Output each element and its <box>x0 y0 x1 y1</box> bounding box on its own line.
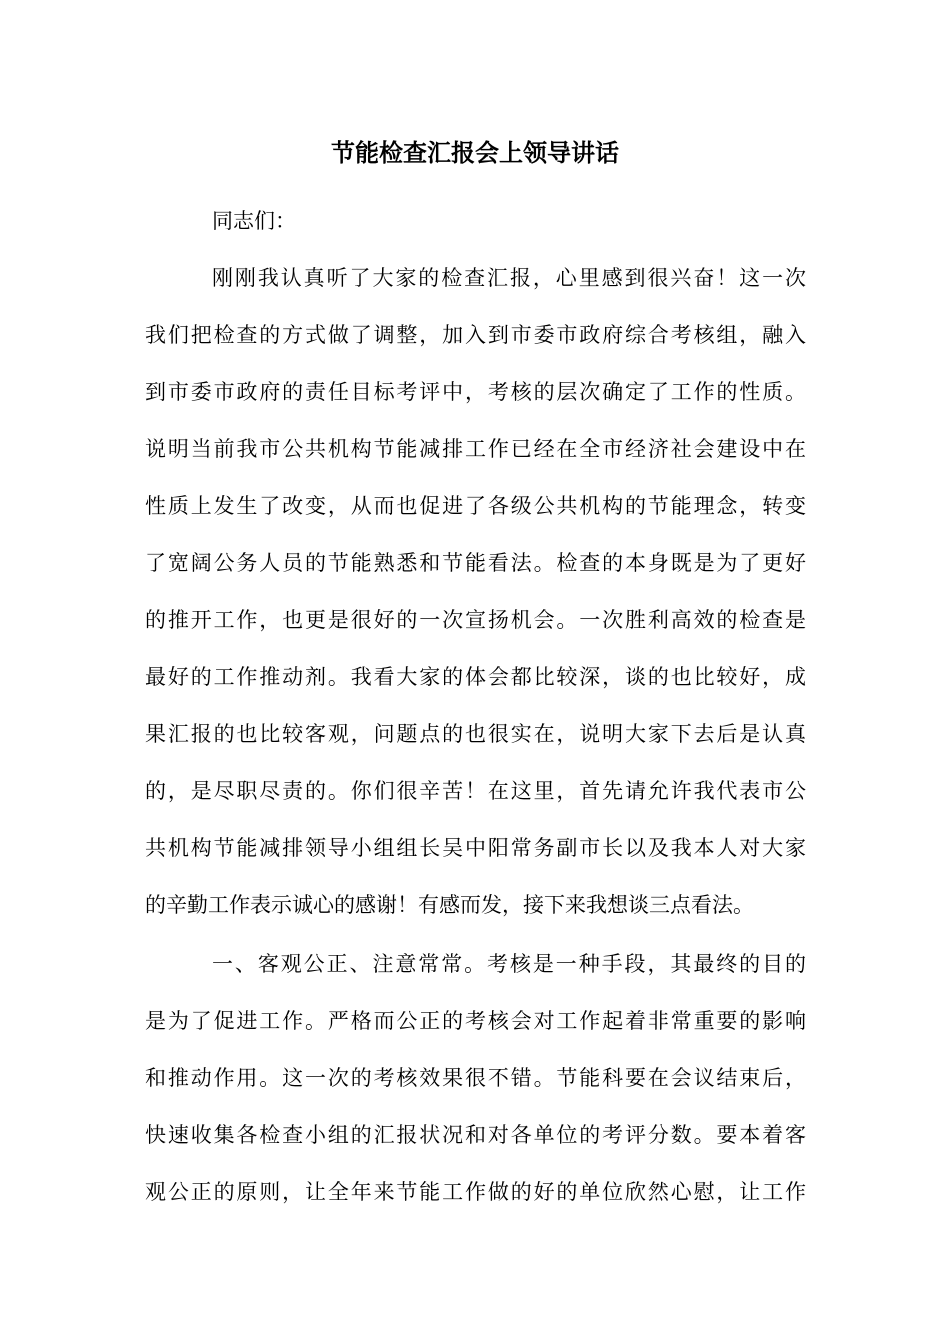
paragraph-line: 的辛勤工作表示诚心的感谢！有感而发，接下来我想谈三点看法。 <box>145 893 754 917</box>
paragraph-line: 我们把检查的方式做了调整，加入到市委市政府综合考核组，融入 <box>145 323 806 347</box>
paragraph-line: 性质上发生了改变，从而也促进了各级公共机构的节能理念，转变 <box>145 494 806 518</box>
paragraph-line: 的，是尽职尽责的。你们很辛苦！在这里，首先请允许我代表市公 <box>145 779 806 803</box>
paragraph-line: 共机构节能减排领导小组组长吴中阳常务副市长以及我本人对大家 <box>145 836 806 860</box>
paragraph-line: 是为了促进工作。严格而公正的考核会对工作起着非常重要的影响 <box>145 1009 806 1033</box>
paragraph-line: 说明当前我市公共机构节能减排工作已经在全市经济社会建设中在 <box>145 437 806 461</box>
paragraph-line: 的推开工作，也更是很好的一次宣扬机会。一次胜利高效的检查是 <box>145 608 806 632</box>
paragraph-line: 和推动作用。这一次的考核效果很不错。节能科要在会议结束后， <box>145 1066 806 1090</box>
paragraph-line: 观公正的原则，让全年来节能工作做的好的单位欣然心慰，让工作 <box>145 1180 806 1204</box>
document-title: 节能检查汇报会上领导讲话 <box>331 138 619 167</box>
paragraph-line: 最好的工作推动剂。我看大家的体会都比较深，谈的也比较好，成 <box>145 665 806 689</box>
paragraph-line: 刚刚我认真听了大家的检查汇报，心里感到很兴奋！这一次 <box>212 266 806 290</box>
paragraph-line: 果汇报的也比较客观，问题点的也很实在，说明大家下去后是认真 <box>145 722 806 746</box>
paragraph-line: 快速收集各检查小组的汇报状况和对各单位的考评分数。要本着客 <box>145 1123 806 1147</box>
paragraph-line: 了宽阔公务人员的节能熟悉和节能看法。检查的本身既是为了更好 <box>145 551 806 575</box>
paragraph-line: 到市委市政府的责任目标考评中，考核的层次确定了工作的性质。 <box>145 380 806 404</box>
paragraph-line: 一、客观公正、注意常常。考核是一种手段，其最终的目的 <box>212 952 806 976</box>
salutation-line: 同志们： <box>212 209 296 233</box>
